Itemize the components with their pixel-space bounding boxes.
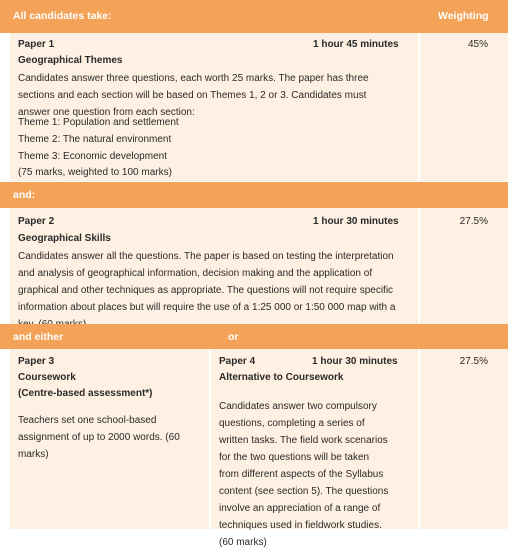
paper1-theme-1: Theme 1: Population and settlement — [18, 117, 179, 128]
paper2-weighting: 27.5% — [459, 216, 488, 227]
and-label: and: — [13, 189, 36, 201]
paper3-cell — [10, 349, 209, 529]
paper4-weighting-cell — [420, 349, 508, 529]
and-row — [0, 182, 508, 208]
paper4-subtitle: Alternative to Coursework — [219, 372, 344, 383]
paper1-theme-3: Theme 3: Economic development — [18, 151, 167, 162]
header-left-label: All candidates take: — [13, 10, 112, 22]
paper2-cell — [10, 208, 418, 324]
paper1-theme-2: Theme 2: The natural environment — [18, 134, 172, 145]
paper2-subtitle: Geographical Skills — [18, 233, 111, 244]
paper3-description: Teachers set one school-based assignment of up to 2000 words. (60 marks) — [18, 415, 180, 460]
paper1-description: Candidates answer three questions, each worth 25 marks. The paper has three sections and each section will be based on Themes 1, 2 or 3. Candidates must answer one question from each section: — [18, 73, 369, 118]
either-or-row — [0, 324, 508, 349]
paper3-subtitle2: (Centre-based assessment*) — [18, 388, 153, 399]
paper4-duration: 1 hour 30 minutes — [312, 356, 398, 367]
paper1-weighting: 45% — [467, 39, 488, 50]
paper3-subtitle: Coursework — [18, 372, 76, 383]
and-either-label: and either — [13, 331, 64, 343]
paper3-title: Paper 3 — [18, 356, 55, 367]
paper4-cell — [211, 349, 418, 548]
paper2-title: Paper 2 — [18, 216, 55, 227]
header-weighting-label: Weighting — [438, 10, 489, 22]
paper1-subtitle: Geographical Themes — [18, 55, 123, 66]
paper1-cell — [10, 33, 418, 181]
paper2-description: Candidates answer all the questions. The paper is based on testing the interpretation and analysis of geographical information, decision making and the application of graphical and other techniques as appropriate. The questions will not require specific information about places but will require the use of a 1:25 000 or 1:50 000 map with a — [18, 251, 396, 313]
paper1-marks: (75 marks, weighted to 100 marks) — [18, 167, 172, 178]
paper4-weighting: 27.5% — [459, 356, 488, 367]
paper4-description: Candidates answer two compulsory questions, completing a series of written tasks. The field work scenarios for the two questions will be taken from different aspects of the Syllabus content (see section 5). The questions involve an appreciation of a range of techniques used in fieldwork studies. (60 marks) — [219, 401, 389, 548]
paper4-title: Paper 4 — [219, 356, 256, 367]
paper1-weighting-cell — [420, 33, 508, 181]
paper1-duration: 1 hour 45 minutes — [313, 39, 399, 50]
paper1-title: Paper 1 — [18, 39, 55, 50]
or-label: or — [228, 331, 239, 343]
paper2-weighting-cell — [420, 208, 508, 324]
paper2-duration: 1 hour 30 minutes — [313, 216, 399, 227]
